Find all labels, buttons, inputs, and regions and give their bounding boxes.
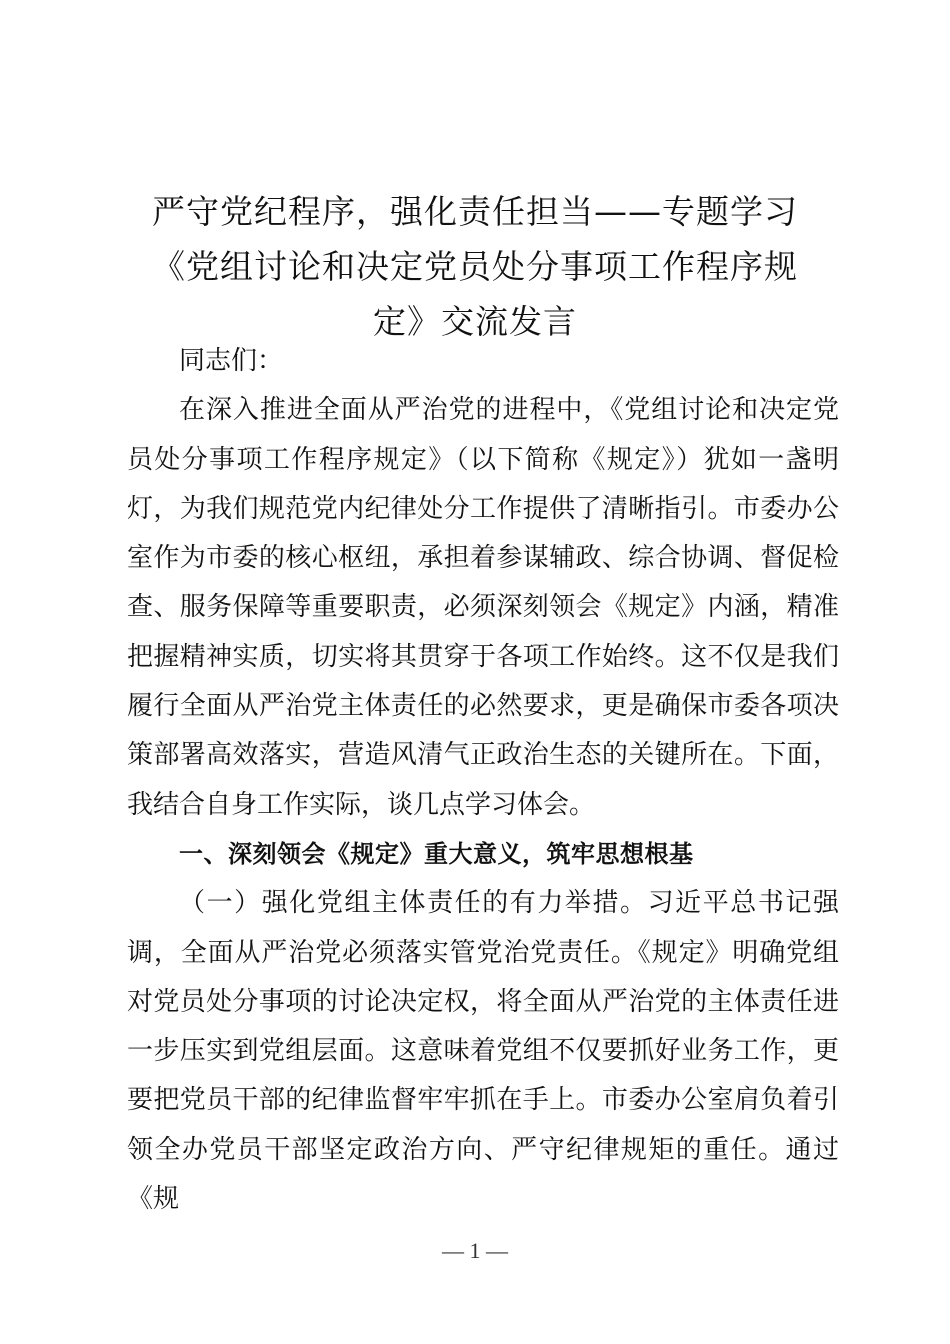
page-number: — 1 — <box>442 1238 508 1263</box>
intro-paragraph: 在深入推进全面从严治党的进程中，《党组讨论和决定党员处分事项工作程序规定》（以下简称《规定》）犹如一盏明灯，为我们规范党内纪律处分工作提供了清晰指引。市委办公室作为市委的核心枢纽，承担着参谋辅政、综合协调、督促检查、服务保障等重要职责，必须深刻领会《规定》内涵，精准把握精神实质，切实将其贯穿于各项工作始终。这不仅是我们履行全面从严治党主体责任的必然要求，更是确保市委各项决策部署高效落实，营造风清气正政治生态的关键所在。下面，我结合自身工作实际，谈几点学习体会。 <box>127 395 839 820</box>
section-heading: 一、深刻领会《规定》重大意义，筑牢思想根基 <box>179 839 694 868</box>
title-line-2: 《党组讨论和决定党员处分事项工作程序规 <box>152 247 798 286</box>
document-body <box>127 337 839 1224</box>
title-line-1: 严守党纪程序，强化责任担当——专题学习 <box>152 192 798 231</box>
document-title <box>120 184 830 349</box>
subsection-paragraph: （一）强化党组主体责任的有力举措。习近平总书记强调，全面从严治党必须落实管党治党责任。《规定》明确党组对党员处分事项的讨论决定权，将全面从严治党的主体责任进一步压实到党组层面。这意味着党组不仅要抓好业务工作，更要把党员干部的纪律监督牢牢抓在手上。市委办公室肩负着引领全办党员干部坚定政治方向、严守纪律规矩的重任。通过《规 <box>127 888 839 1215</box>
salutation: 同志们： <box>179 346 284 376</box>
title-line-3: 定》交流发言 <box>373 302 577 341</box>
